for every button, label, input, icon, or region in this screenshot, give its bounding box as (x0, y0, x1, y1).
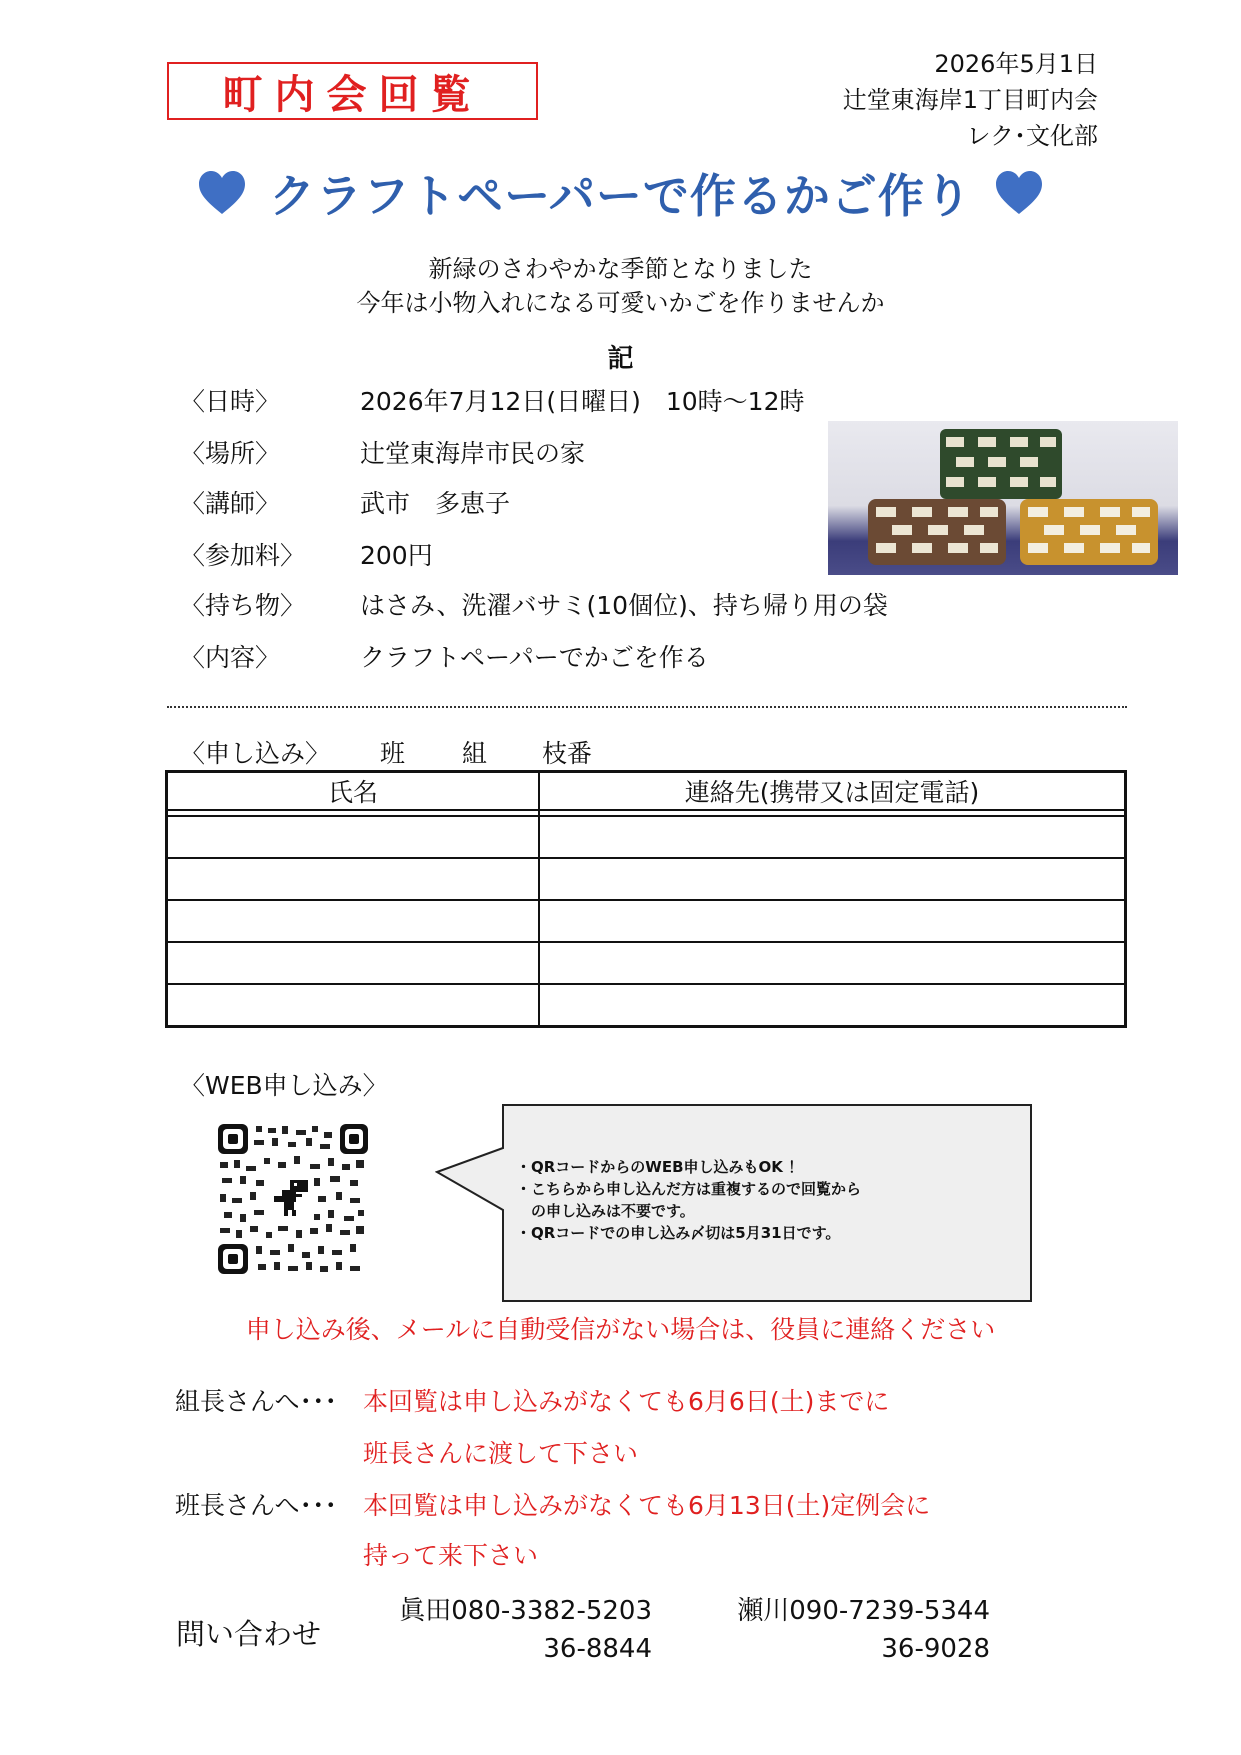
web-apply-label: 〈WEB申し込み〉 (180, 1071, 388, 1100)
contact-person-1 (390, 1592, 652, 1668)
detail-value: 2026年7月12日(日曜日) 10時～12時 (360, 387, 805, 416)
apply-label: 〈申し込み〉 (180, 739, 331, 768)
hancho-line: 持って来下さい (363, 1541, 539, 1570)
contact-cell[interactable] (539, 900, 1126, 942)
issue-date: 2026年5月1日 (934, 50, 1098, 78)
circular-stamp: 町内会回覧 (167, 62, 538, 120)
name-cell[interactable] (167, 942, 540, 984)
web-note: ・QRコードでの申し込み〆切は5月31日です。 (516, 1224, 841, 1242)
intro-line: 今年は小物入れになる可愛いかごを作りませんか (356, 289, 885, 317)
name-cell[interactable] (167, 984, 540, 1027)
contact-label: 問い合わせ (176, 1617, 322, 1651)
detail-row-belongings (180, 584, 888, 624)
apply-line (180, 734, 592, 770)
name-cell[interactable] (167, 858, 540, 900)
intro-text (0, 252, 1241, 320)
contact-cell[interactable] (539, 984, 1126, 1027)
organization: 辻堂東海岸1丁目町内会 (842, 86, 1098, 114)
hancho-line: 本回覧は申し込みがなくても6月13日(土)定例会に (363, 1491, 931, 1520)
name-cell[interactable] (167, 816, 540, 858)
detail-row-instructor (180, 482, 510, 522)
detail-label: 〈参加料〉 (180, 541, 306, 570)
contact-person-2 (726, 1592, 990, 1668)
heart-icon (197, 170, 247, 216)
basket-photo (828, 421, 1178, 575)
kumicho-label: 組長さんへ･･･ (175, 1387, 338, 1416)
detail-value: 200円 (360, 541, 433, 570)
contact-cell[interactable] (539, 942, 1126, 984)
qr-code[interactable] (218, 1124, 368, 1274)
email-warning: 申し込み後、メールに自動受信がない場合は、役員に連絡ください (245, 1315, 996, 1344)
contact-mobile: 瀬川090-7239-5344 (737, 1596, 990, 1626)
kumicho-line: 本回覧は申し込みがなくても6月6日(土)までに (363, 1387, 890, 1416)
table-row (167, 816, 1126, 858)
kumicho-line: 班長さんに渡して下さい (363, 1439, 639, 1468)
web-note: ・QRコードからのWEB申し込みもOK ！ (516, 1158, 804, 1176)
detail-value: クラフトペーパーでかごを作る (360, 643, 709, 672)
table-row (167, 942, 1126, 984)
dotted-separator (167, 706, 1127, 708)
detail-row-place (180, 432, 585, 472)
name-cell[interactable] (167, 900, 540, 942)
detail-row-datetime (180, 380, 804, 420)
table-row (167, 858, 1126, 900)
contact-column-header: 連絡先(携帯又は固定電話) (539, 772, 1126, 811)
contact-mobile: 眞田080-3382-5203 (399, 1596, 652, 1626)
application-form-table (165, 770, 1127, 1028)
heart-icon (994, 170, 1044, 216)
web-note: の申し込みは不要です。 (516, 1202, 695, 1220)
edaban-label: 枝番 (542, 739, 593, 768)
detail-label: 〈内容〉 (180, 643, 281, 672)
kumi-label: 組 (462, 739, 488, 768)
detail-label: 〈場所〉 (180, 439, 281, 468)
contact-cell[interactable] (539, 858, 1126, 900)
basket-illustration (828, 421, 1178, 575)
contact-cell[interactable] (539, 816, 1126, 858)
web-note: ・こちらから申し込んだ方は重複するので回覧から (516, 1180, 862, 1198)
contact-phone: 36-8844 (543, 1634, 652, 1664)
detail-value: 武市 多恵子 (360, 489, 511, 518)
ki-heading: 記 (607, 344, 634, 374)
detail-row-content (180, 636, 709, 676)
name-column-header: 氏名 (167, 772, 540, 811)
table-row (167, 984, 1126, 1027)
detail-value: はさみ、洗濯バサミ(10個位)、持ち帰り用の袋 (360, 591, 888, 620)
page-title: クラフトペーパーで作るかご作り (269, 169, 972, 223)
contact-phone: 36-9028 (881, 1634, 990, 1664)
detail-label: 〈日時〉 (180, 387, 281, 416)
hancho-label: 班長さんへ･･･ (175, 1491, 338, 1520)
web-notes (516, 1156, 861, 1244)
department: レク･文化部 (966, 122, 1098, 150)
document-header (843, 46, 1098, 154)
table-row (167, 900, 1126, 942)
intro-line: 新緑のさわやかな季節となりました (428, 255, 813, 283)
han-label: 班 (380, 739, 406, 768)
detail-label: 〈講師〉 (180, 489, 281, 518)
detail-value: 辻堂東海岸市民の家 (360, 439, 586, 468)
title-row (0, 160, 1241, 226)
table-header-row (167, 772, 1126, 811)
detail-label: 〈持ち物〉 (180, 591, 306, 620)
detail-row-fee (180, 534, 433, 574)
